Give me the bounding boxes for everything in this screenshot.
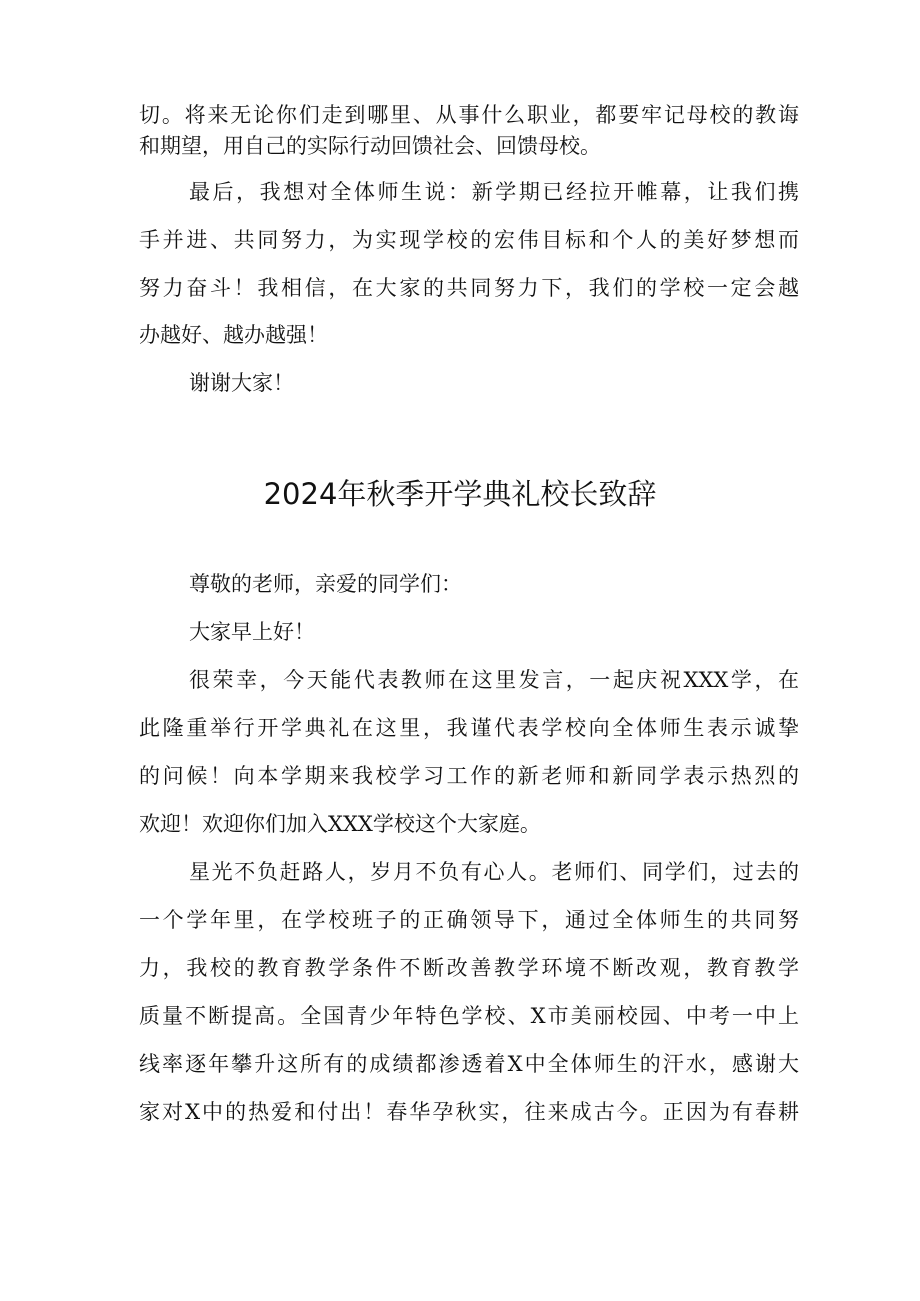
greeting: 大家早上好！ bbox=[189, 620, 315, 644]
paragraph-line: 质量不断提高。全国青少年特色学校、X市美丽校园、中考一中上 bbox=[139, 1004, 799, 1028]
paragraph-line: 线率逐年攀升这所有的成绩都渗透着X中全体师生的汗水，感谢大 bbox=[139, 1052, 799, 1076]
paragraph-line: 一个学年里，在学校班子的正确领导下，通过全体师生的共同努 bbox=[139, 908, 799, 932]
paragraph-line: 和期望，用自己的实际行动回馈社会、回馈母校。 bbox=[139, 134, 601, 158]
paragraph-line: 最后，我想对全体师生说：新学期已经拉开帷幕，让我们携 bbox=[189, 180, 799, 204]
paragraph-line: 手并进、共同努力，为实现学校的宏伟目标和个人的美好梦想而 bbox=[139, 228, 799, 252]
salutation: 尊敬的老师，亲爱的同学们： bbox=[189, 572, 462, 596]
paragraph-line: 此隆重举行开学典礼在这里，我谨代表学校向全体师生表示诚挚 bbox=[139, 716, 799, 740]
paragraph-line: 的问候！向本学期来我校学习工作的新老师和新同学表示热烈的 bbox=[139, 764, 799, 788]
closing-thanks: 谢谢大家！ bbox=[189, 371, 294, 395]
speech-title: 2024年秋季开学典礼校长致辞 bbox=[263, 477, 657, 511]
paragraph-line: 欢迎！欢迎你们加入XXX学校这个大家庭。 bbox=[139, 812, 541, 836]
paragraph-line: 努力奋斗！我相信，在大家的共同努力下，我们的学校一定会越 bbox=[139, 276, 799, 300]
paragraph-line: 很荣幸，今天能代表教师在这里发言，一起庆祝XXX学，在 bbox=[189, 668, 799, 692]
paragraph-line: 力，我校的教育教学条件不断改善教学环境不断改观，教育教学 bbox=[139, 956, 799, 980]
paragraph-line: 切。将来无论你们走到哪里、从事什么职业，都要牢记母校的教诲 bbox=[139, 103, 799, 127]
paragraph-line: 家对X中的热爱和付出！春华孕秋实，往来成古今。正因为有春耕 bbox=[139, 1100, 799, 1124]
paragraph-line: 星光不负赶路人，岁月不负有心人。老师们、同学们，过去的 bbox=[189, 860, 799, 884]
paragraph-line: 办越好、越办越强！ bbox=[139, 323, 328, 347]
